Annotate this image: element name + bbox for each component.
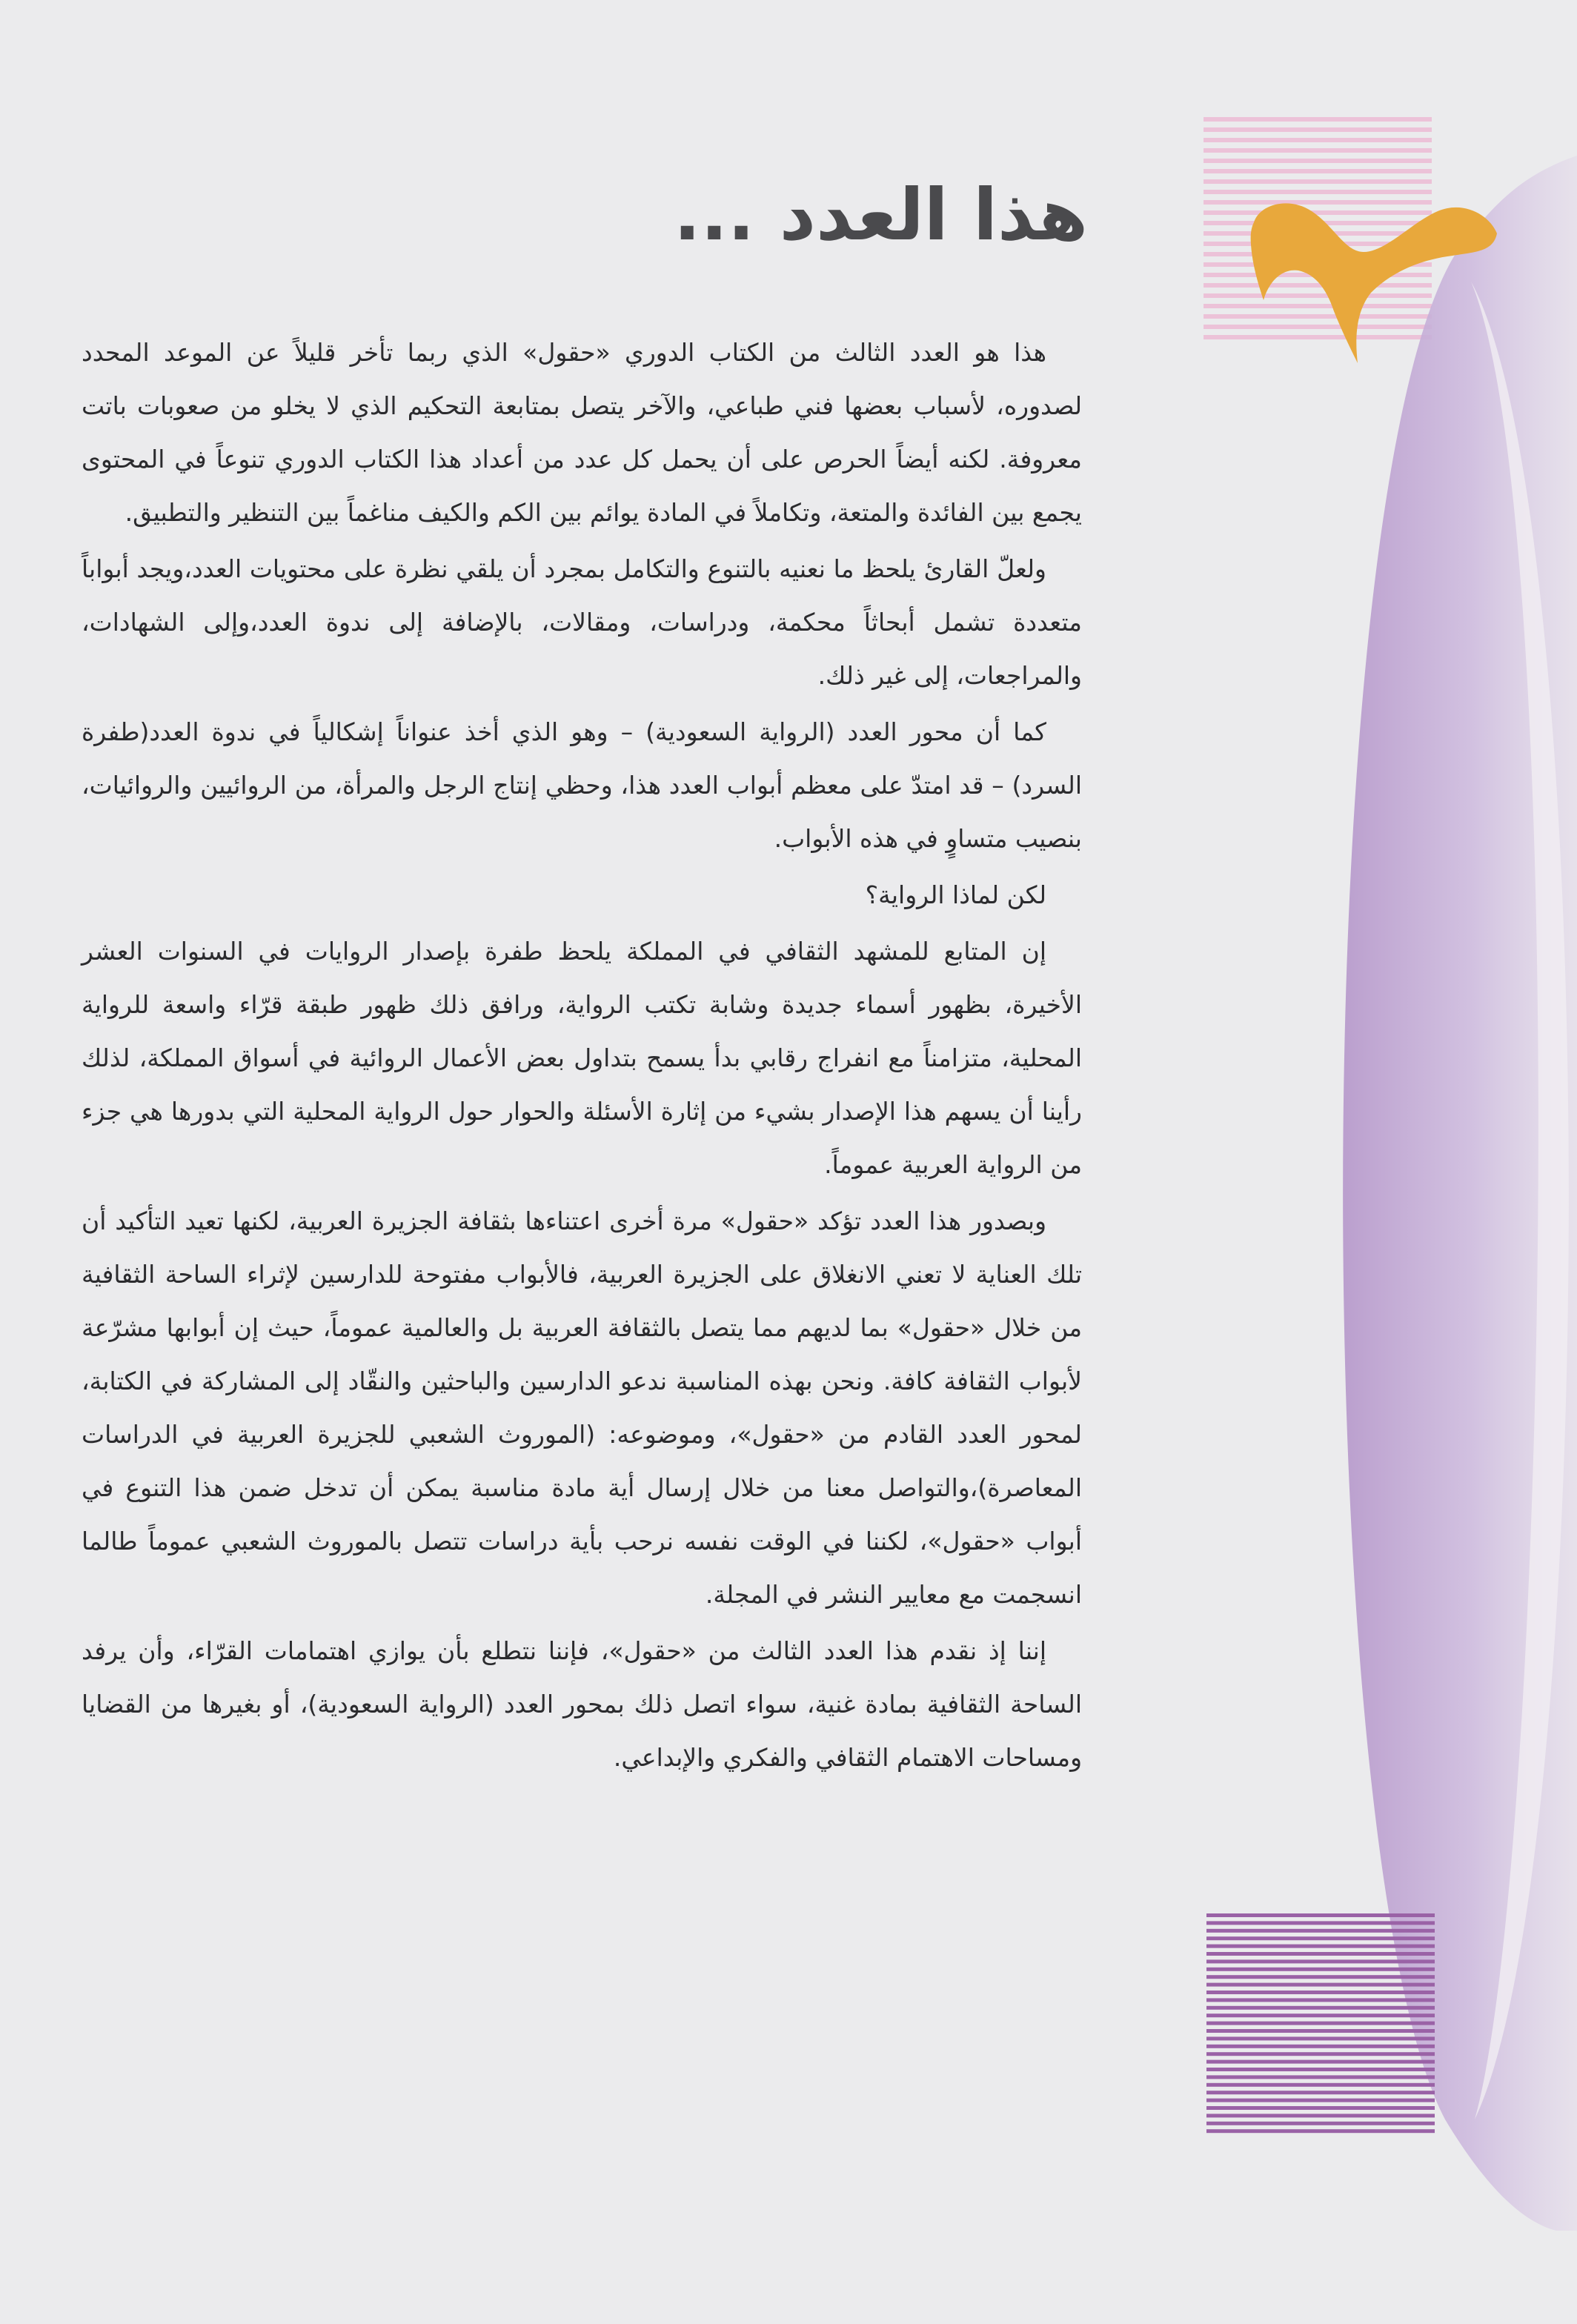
top-stripe bbox=[1204, 148, 1432, 153]
bottom-stripe bbox=[1206, 1983, 1435, 1987]
bottom-stripe bbox=[1206, 2045, 1435, 2048]
bottom-stripe bbox=[1206, 2052, 1435, 2056]
bottom-stripe bbox=[1206, 2106, 1435, 2110]
bottom-stripe bbox=[1206, 1921, 1435, 1925]
top-stripe bbox=[1204, 138, 1432, 142]
top-stripe bbox=[1204, 335, 1432, 339]
top-stripe bbox=[1204, 283, 1432, 288]
top-stripe bbox=[1204, 179, 1432, 184]
bottom-stripe bbox=[1206, 1975, 1435, 1979]
top-stripe bbox=[1204, 210, 1432, 215]
top-stripe bbox=[1204, 169, 1432, 173]
bottom-stripe bbox=[1206, 1952, 1435, 1956]
bottom-stripe bbox=[1206, 2006, 1435, 2010]
top-stripe bbox=[1204, 190, 1432, 194]
paragraph: ولعلّ القارئ يلحظ ما نعنيه بالتنوع والتكامل بمجرد أن يلقي نظرة على محتويات العدد،ويجد أبواباً متعددة تشمل أبحاثاً محكمة، ودراسات، ومقالات، بالإضافة إلى ندوة العدد،وإلى الشهادات، والمراجعات، إلى غير ذلك. bbox=[82, 554, 1082, 690]
paragraph: إن المتابع للمشهد الثقافي في المملكة يلحظ طفرة بإصدار الروايات في السنوات العشر الأخيرة، بظهور أسماء جديدة وشابة تكتب الرواية، ورافق ذلك ظهور طبقة قرّاء واسعة للرواية المحلية، متزامناً مع انفراج رقابي بدأ يسمح بتداول بعض الأعمال الروائية في أسواق المملكة، لذلك رأينا أن يسهم هذا الإصدار بشيء من إثارة الأسئلة والحوار حول الرواية المحلية التي بدورها هي جزء من الرواية العربية عموماً. bbox=[82, 937, 1082, 1179]
bottom-stripe bbox=[1206, 2036, 1435, 2040]
top-stripe bbox=[1204, 314, 1432, 319]
bottom-stripe bbox=[1206, 1998, 1435, 2002]
bottom-stripe bbox=[1206, 2075, 1435, 2079]
bottom-stripe bbox=[1206, 2099, 1435, 2102]
bottom-stripe bbox=[1206, 1929, 1435, 1933]
top-stripe bbox=[1204, 304, 1432, 308]
paragraph: هذا هو العدد الثالث من الكتاب الدوري «حقول» الذي ربما تأخر قليلاً عن الموعد المحدد لصدوره، لأسباب بعضها فني طباعي، والآخر يتصل بمتابعة التحكيم الذي لا يخلو من صعوبات باتت معروفة. لكنه أيضاً الحرص على أن يحمل كل عدد من أعداد هذا الكتاب الدوري تنوعاً في المحتوى يجمع بين الفائدة والمتعة، وتكاملاً في المادة يوائم بين الكم والكيف مناغماً بين التنظير والتطبيق. bbox=[82, 338, 1082, 527]
bottom-stripe bbox=[1206, 1959, 1435, 1963]
article-body bbox=[82, 326, 1082, 1787]
top-stripe bbox=[1204, 200, 1432, 205]
bottom-stripe bbox=[1206, 2022, 1435, 2025]
top-stripe bbox=[1204, 117, 1432, 122]
bottom-stripe bbox=[1206, 2091, 1435, 2094]
bottom-stripe bbox=[1206, 1991, 1435, 1994]
bottom-stripe bbox=[1206, 2029, 1435, 2033]
top-stripe bbox=[1204, 159, 1432, 163]
bottom-stripe bbox=[1206, 2114, 1435, 2117]
bottom-stripes bbox=[1206, 1913, 1435, 2133]
bottom-stripe bbox=[1206, 1968, 1435, 1971]
paragraph: وبصدور هذا العدد تؤكد «حقول» مرة أخرى اعتناءها بثقافة الجزيرة العربية، لكنها تعيد التأكيد أن تلك العناية لا تعني الانغلاق على الجزيرة العربية، فالأبواب مفتوحة للدارسين لإثراء الساحة الثقافية من خلال «حقول» بما لديهم مما يتصل بالثقافة العربية بل والعالمية عموماً، حيث إن أبوابها مشرّعة لأبواب الثقافة كافة. ونحن بهذه المناسبة ندعو الدارسين والباحثين والنقّاد إلى المشاركة في الكتابة، لمحور العدد القادم من «حقول»، وموضوعه: (الموروث الشعبي للجزيرة العربية في الدراسات المعاصرة)،والتواصل معنا من خلال إرسال أية مادة مناسبة يمكن أن تدخل ضمن هذا التنوع في أبواب «حقول»، لكننا في الوقت نفسه نرحب بأية دراسات تتصل بالموروث الشعبي عموماً طالما انسجمت مع معايير النشر في المجلة. bbox=[82, 1206, 1082, 1609]
paragraph: كما أن محور العدد (الرواية السعودية) – وهو الذي أخذ عنواناً إشكالياً في ندوة العدد(طفرة السرد) – قد امتدّ على معظم أبواب العدد هذا، وحظي إنتاج الرجل والمرأة، من الروائيين والروائيات، بنصيب متساوٍ في هذه الأبواب. bbox=[82, 717, 1082, 853]
top-stripe bbox=[1204, 325, 1432, 329]
bottom-stripe bbox=[1206, 1945, 1435, 1948]
bottom-stripe bbox=[1206, 2068, 1435, 2071]
bottom-stripe bbox=[1206, 2122, 1435, 2125]
bottom-stripe bbox=[1206, 2129, 1435, 2133]
bottom-stripe bbox=[1206, 2083, 1435, 2087]
bottom-stripe bbox=[1206, 1936, 1435, 1940]
bottom-stripe bbox=[1206, 2013, 1435, 2017]
top-stripe bbox=[1204, 293, 1432, 298]
bottom-stripe bbox=[1206, 2060, 1435, 2064]
paragraph: إننا إذ نقدم هذا العدد الثالث من «حقول»، فإننا نتطلع بأن يوازي اهتمامات القرّاء، وأن يرفد الساحة الثقافية بمادة غنية، سواء اتصل ذلك بمحور العدد (الرواية السعودية)، أو بغيرها من القضايا ومساحات الاهتمام الثقافي والفكري والإبداعي. bbox=[82, 1636, 1082, 1772]
paragraph: لكن لماذا الرواية؟ bbox=[865, 880, 1046, 909]
page-title: هذا العدد ... bbox=[673, 173, 1088, 256]
top-stripe bbox=[1204, 127, 1432, 132]
bottom-stripe bbox=[1206, 1913, 1435, 1917]
